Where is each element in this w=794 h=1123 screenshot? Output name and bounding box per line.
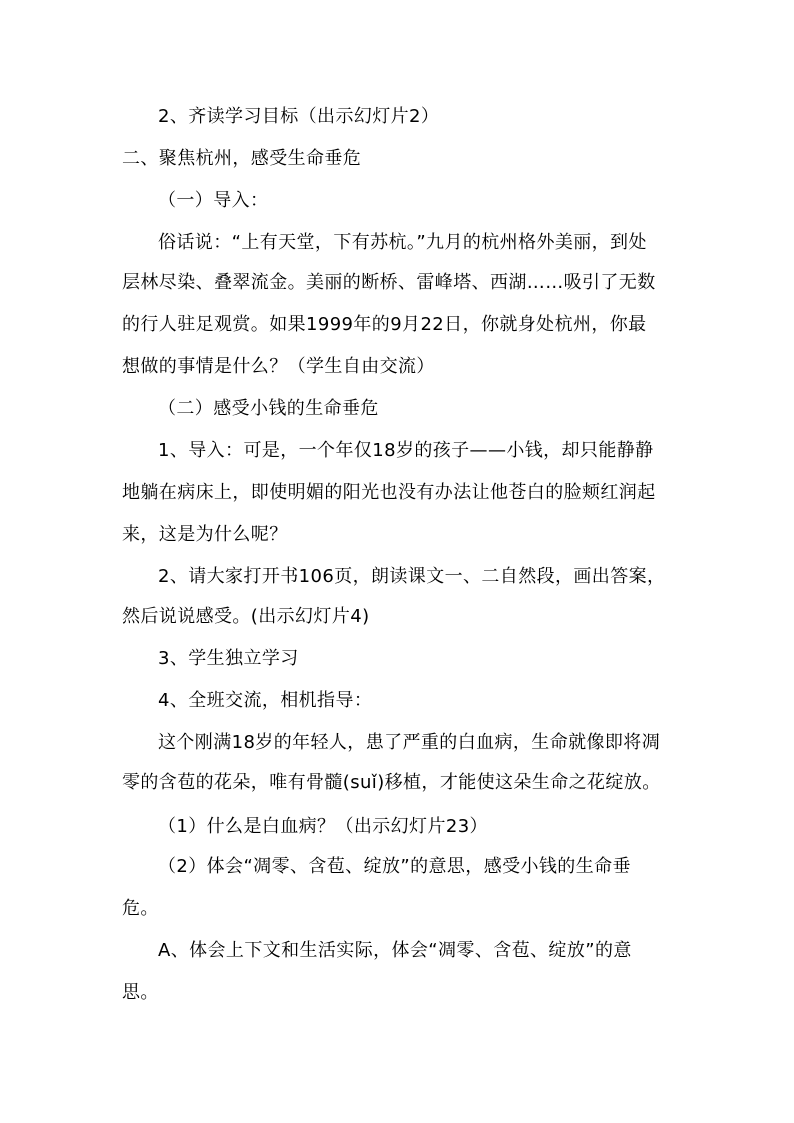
text-line: 危。 bbox=[122, 898, 159, 919]
text-line: 这个刚满18岁的年轻人，患了严重的白血病，生命就像即将凋 bbox=[158, 732, 661, 753]
text-line: A、体会上下文和生活实际，体会“凋零、含苞、绽放”的意 bbox=[158, 940, 632, 961]
text-line: 2、请大家打开书106页，朗读课文一、二自然段，画出答案， bbox=[158, 566, 666, 587]
text-line: 地躺在病床上，即使明媚的阳光也没有办法让他苍白的脸颊红润起 bbox=[122, 482, 656, 503]
text-line: 1、导入：可是，一个年仅18岁的孩子——小钱，却只能静静 bbox=[158, 440, 654, 461]
text-line: 4、全班交流，相机指导： bbox=[158, 690, 373, 711]
text-line: 层林尽染、叠翠流金。美丽的断桥、雷峰塔、西湖……吸引了无数 bbox=[122, 272, 656, 293]
section-heading: 二、聚焦杭州，感受生命垂危 bbox=[122, 148, 362, 169]
subsection-heading: （二）感受小钱的生命垂危 bbox=[158, 398, 379, 419]
text-line: 3、学生独立学习 bbox=[158, 648, 299, 669]
text-line: 零的含苞的花朵，唯有骨髓(suǐ)移植，才能使这朵生命之花绽放。 bbox=[122, 772, 661, 793]
text-line: 来，这是为什么呢？ bbox=[122, 524, 288, 545]
text-line: （2）体会“凋零、含苞、绽放”的意思，感受小钱的生命垂 bbox=[158, 856, 631, 877]
text-line: 的行人驻足观赏。如果1999年的9月22日，你就身处杭州，你最 bbox=[122, 314, 647, 335]
text-line: 然后说说感受。(出示幻灯片4) bbox=[122, 606, 370, 627]
subsection-heading: （一）导入： bbox=[158, 190, 269, 211]
text-line: （1）什么是白血病？（出示幻灯片23） bbox=[158, 816, 488, 837]
text-line: 思。 bbox=[122, 982, 159, 1003]
text-line: 俗话说：“上有天堂，下有苏杭。”九月的杭州格外美丽，到处 bbox=[158, 232, 647, 253]
text-line: 2、齐读学习目标（出示幻灯片2） bbox=[158, 106, 440, 127]
text-line: 想做的事情是什么？（学生自由交流） bbox=[122, 356, 435, 377]
